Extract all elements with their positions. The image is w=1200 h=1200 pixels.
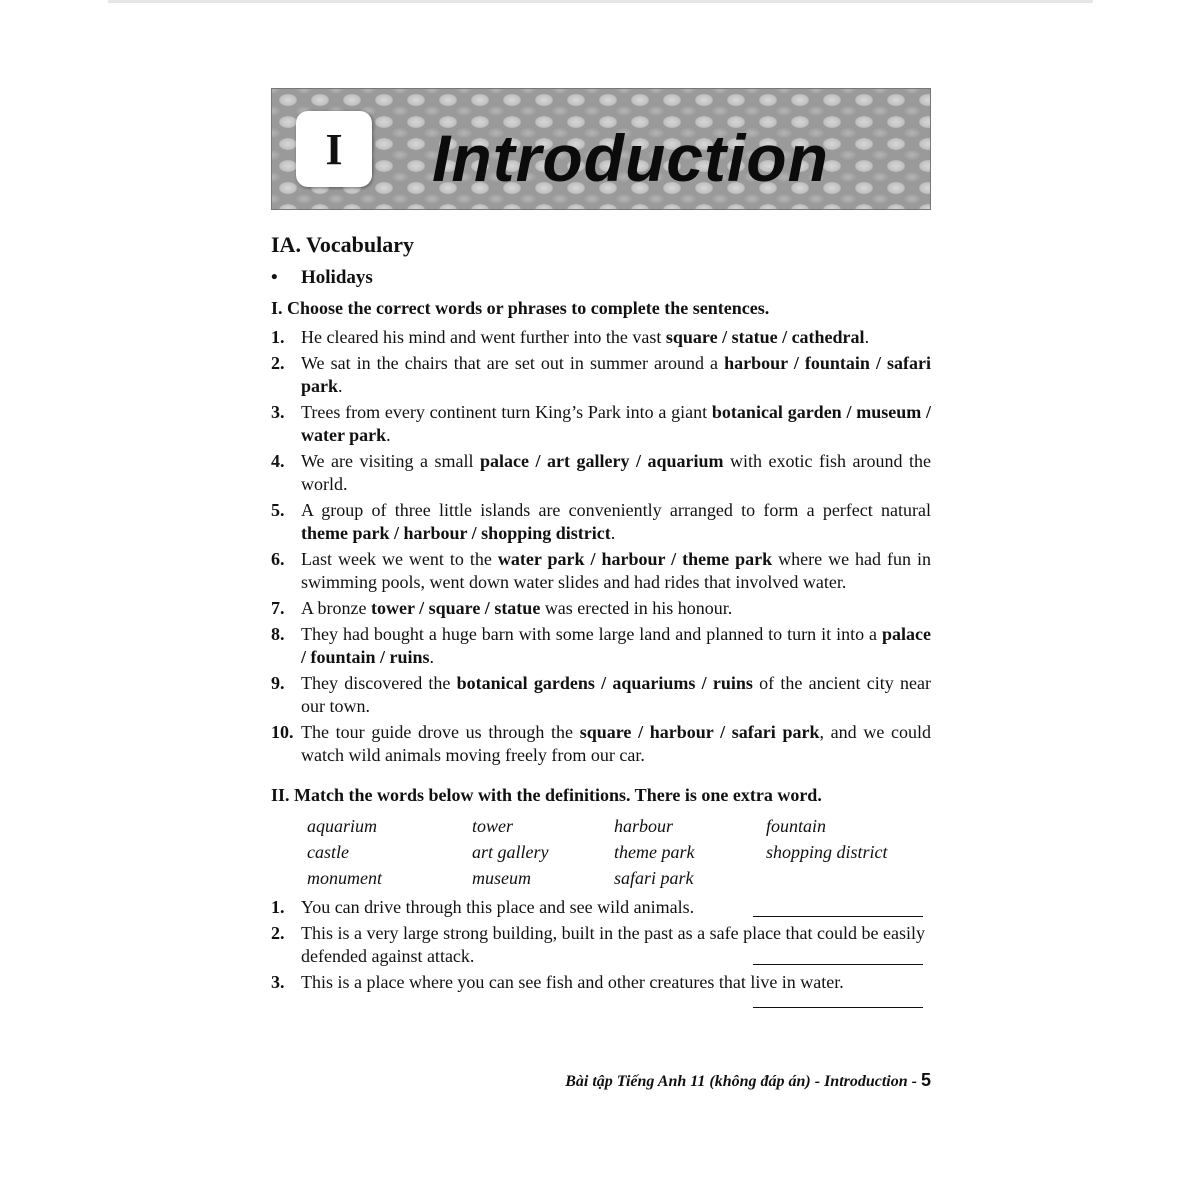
page-content [271, 230, 931, 997]
sentence-text: of the ancient city near our town. [301, 673, 931, 716]
answer-options: water park / harbour / theme park [497, 549, 773, 569]
answer-options: square / harbour / safari park [579, 722, 820, 742]
word-bank-item: safari park [614, 868, 694, 888]
exercise1-list [271, 326, 931, 767]
exercise1-item [271, 721, 931, 767]
chapter-banner [271, 88, 931, 210]
sentence-text: Last week we went to the [301, 549, 498, 569]
word-bank-item: fountain [766, 816, 827, 836]
sentence-text: where we had fun in swimming pools, went down water slides and had rides that involved water. [301, 549, 932, 592]
item-number: 7. [271, 598, 285, 618]
answer-blank[interactable] [753, 1007, 923, 1008]
sentence-text: We sat in the chairs that are set out in summer around a [301, 353, 725, 373]
sentence-text: They discovered the [301, 673, 457, 693]
item-number: 1. [271, 327, 285, 347]
chapter-number-box: I [296, 111, 372, 187]
exercise1-item [271, 548, 931, 594]
top-border-rule [108, 0, 1093, 3]
exercise1-item [271, 401, 931, 447]
item-number: 9. [271, 673, 285, 693]
sentence-text: A bronze [301, 598, 371, 618]
footer-text: Bài tập Tiếng Anh 11 (không đáp án) - Introduction - [565, 1073, 917, 1090]
item-number: 5. [271, 500, 285, 520]
exercise1-item [271, 352, 931, 398]
word-bank-item: monument [307, 868, 382, 888]
exercise1-item [271, 672, 931, 718]
item-number: 2. [271, 353, 285, 373]
item-number: 2. [271, 923, 285, 943]
sentence-text: Trees from every continent turn King’s Park into a giant [301, 402, 712, 422]
sentence-text: We are visiting a small [301, 451, 481, 471]
answer-blank[interactable] [753, 916, 923, 917]
answer-options: theme park / harbour / shopping district [301, 523, 611, 543]
definition-text: This is a very large strong building, built in the past as a safe place that could be easily defended against attack. [301, 923, 926, 966]
word-bank-item: museum [472, 868, 531, 888]
sentence-text: with exotic fish around the world. [301, 451, 931, 494]
word-bank-item: castle [307, 842, 349, 862]
exercise1-item [271, 326, 931, 349]
answer-options: harbour / fountain / safari park [301, 353, 931, 396]
word-bank-item: theme park [614, 842, 695, 862]
bullet-dot-icon: • [271, 267, 278, 288]
word-bank [307, 815, 931, 890]
sentence-text: . [610, 523, 616, 543]
word-bank-item: harbour [614, 816, 674, 836]
answer-options: square / statue / cathedral [665, 327, 865, 347]
sentence-text: . [338, 376, 343, 396]
word-bank-item: art gallery [472, 842, 549, 862]
answer-options: tower / square / statue [370, 598, 541, 618]
exercise2-instruction: II. Match the words below with the definitions. There is one extra word. [271, 785, 822, 805]
topic-label: Holidays [301, 267, 373, 288]
word-bank-item: tower [472, 816, 514, 836]
definition-item [271, 971, 931, 994]
item-number: 6. [271, 549, 285, 569]
section-title: IA. Vocabulary [271, 232, 415, 257]
page-footer [271, 1070, 931, 1091]
sentence-text: The tour guide drove us through the [301, 722, 580, 742]
exercise1-item [271, 450, 931, 496]
chapter-title: Introduction [432, 121, 829, 195]
exercise1-instruction: I. Choose the correct words or phrases to complete the sentences. [271, 298, 770, 318]
sentence-text: He cleared his mind and went further into the vast [301, 327, 666, 347]
exercise1-item [271, 597, 931, 620]
word-bank-item: aquarium [307, 816, 378, 836]
item-number: 4. [271, 451, 285, 471]
word-bank-item: shopping district [766, 842, 888, 862]
sentence-text: They had bought a huge barn with some large land and planned to turn it into a [301, 624, 882, 644]
definition-item [271, 922, 931, 968]
sentence-text: . [429, 647, 435, 667]
item-number: 10. [271, 722, 294, 742]
item-number: 3. [271, 402, 285, 422]
definition-text: You can drive through this place and see wild animals. [301, 897, 695, 917]
sentence-text: was erected in his honour. [540, 598, 733, 618]
page-number: 5 [920, 1070, 931, 1090]
exercise1-item [271, 623, 931, 669]
sentence-text: . [386, 425, 391, 445]
item-number: 3. [271, 972, 285, 992]
item-number: 8. [271, 624, 285, 644]
item-number: 1. [271, 897, 285, 917]
definition-item [271, 896, 931, 919]
exercise2-list [271, 896, 931, 994]
answer-options: botanical gardens / aquariums / ruins [456, 673, 753, 693]
answer-options: palace / art gallery / aquarium [480, 451, 724, 471]
exercise1-item [271, 499, 931, 545]
sentence-text: A group of three little islands are conveniently arranged to form a perfect natural [301, 500, 931, 520]
sentence-text: . [864, 327, 870, 347]
answer-options: botanical garden / museum / water park [301, 402, 931, 445]
answer-blank[interactable] [753, 964, 923, 965]
sentence-text: , and we could watch wild animals moving freely from our car. [301, 722, 932, 765]
topic-bullet [271, 264, 931, 292]
definition-text: This is a place where you can see fish and other creatures that live in water. [301, 972, 844, 992]
answer-options: palace / fountain / ruins [301, 624, 931, 667]
